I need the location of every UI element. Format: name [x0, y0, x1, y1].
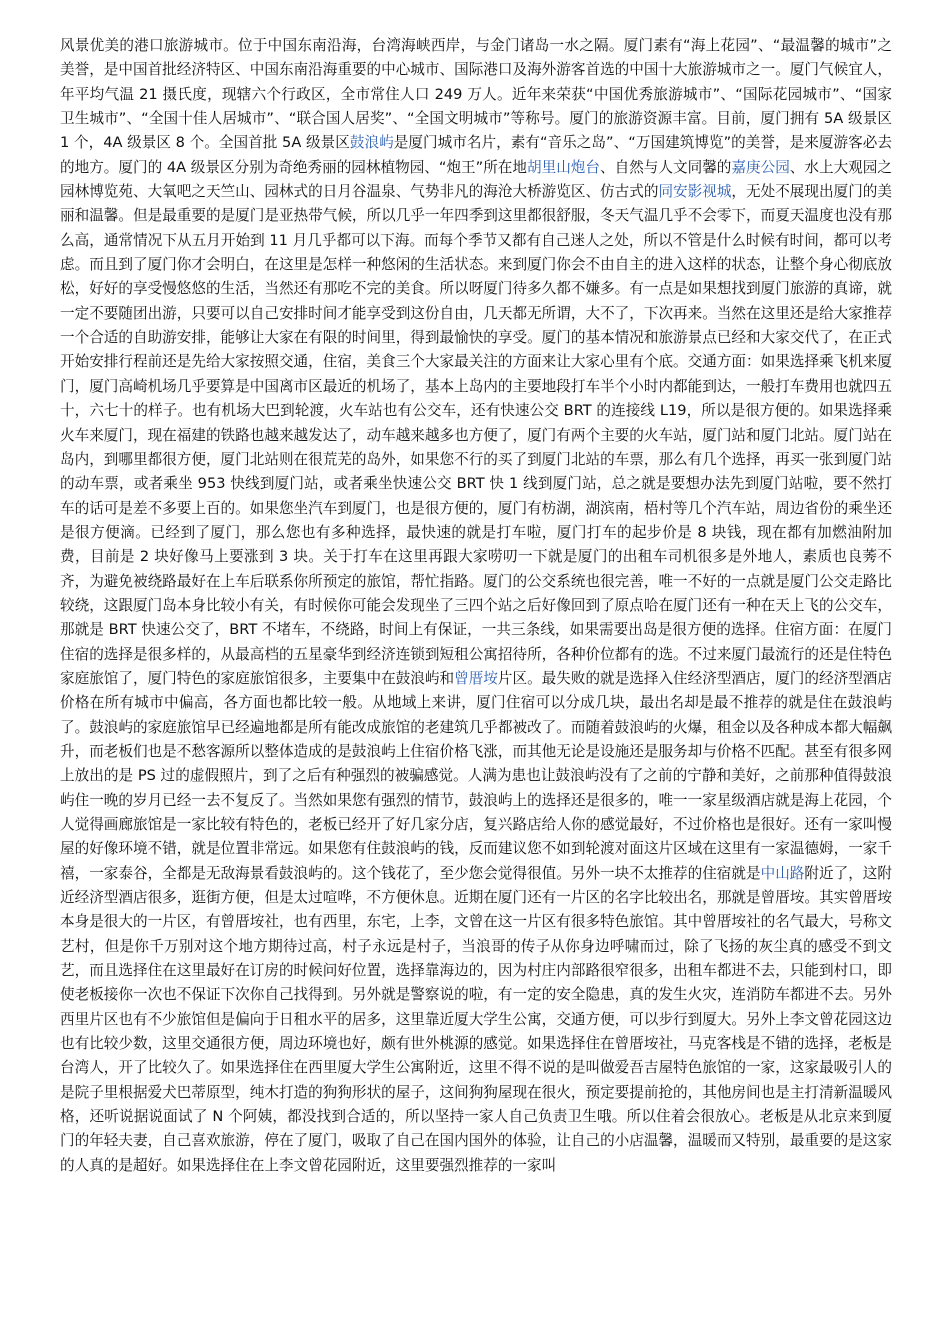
text-segment: ，无处不展现出厦门的美丽和温馨。但是最重要的是厦门是亚热带气候，所以几乎一年四季到这里都很舒服，冬天气温几乎不会零下，而夏天温度也没有那么高，通常情况下从五月开始到 11 月几乎都可以下海。而每个季节又都有自己迷人之处，所以不管是什么时候有时间，都可以考虑。而且到了厦门你才会明白，在这里是怎样一种悠闲的生活状态。来到厦门你会不由自主的进入这样的状态，让整个身心彻底放松，好好的享受慢悠悠的生活，当然还有那吃不完的美食。所以呀厦门待多久都不嫌多。有一点是如果想找到厦门旅游的真谛，就一定不要随团出游，只要可以自己安排时间才能享受到这份自由，几天都无所谓，大不了，下次再来。当然在这里还是给大家推荐一个合适的自助游安排，能够让大家在有限的时间里，得到最愉快的享受。厦门的基本情况和旅游景点已经和大家交代了，在正式开始安排行程前还是先给大家按照交通，住宿，美食三个大家最关注的方面来让大家心里有个底。交通方面：如果选择乘飞机来厦门，厦门高崎机场几乎要算是中国离市区最近的机场了，基本上岛内的主要地段打车半个小时内都能到达，一般打车费用也就四五十，六七十的样子。也有机场大巴到轮渡，火车站也有公交车，还有快速公交 BRT 的连接线 L19，所以是很方便的。如果选择乘火车来厦门，现在福建的铁路也越来越发达了，动车越来越多也方便了，厦门有两个主要的火车站，厦门站和厦门北站。厦门站在岛内，到哪里都很方便，厦门北站则在很荒芜的岛外，如果您不行的买了到厦门北站的车票，那么有几个选择，再买一张到厦门站的动车票，或者乘坐 953 快线到厦门站，或者乘坐快速公交 BRT 快 1 线到厦门站，总之就是要想办法先到厦门站啦，要不然打车的话可是差不多要上百的。如果您坐汽车到厦门，也是很方便的，厦门有枋湖，湖滨南，梧村等几个汽车站，周边省份的乘坐还是很方便滴。已经到了厦门，那么您也有多种选择，最快速的就是打车啦，厦门打车的起步价是 8 块钱，现在都有加燃油附加费，目前是 2 块好像马上要涨到 3 块。关于打车在这里再跟大家唠叨一下就是厦门的出租车司机很多是外地人，素质也良莠不齐，为避免被绕路最好在上车后联系你所预定的旅馆，帮忙指路。厦门的公交系统也很完善，唯一不好的一点就是厦门公交走路比较绕，这跟厦门岛本身比较小有关，有时候你可能会发现坐了三四个站之后好像回到了原点哈在厦门还有一种在天上飞的公交车，那就是 BRT 快速公交了，BRT 不堵车，不绕路，时间上有保证，一共三条线，如果需要出岛是很方便的选择。住宿方面：在厦门住宿的选择是很多样的，从最高档的五星豪华到经济连锁到短租公寓招待所，各种价位都有的选。不过来厦门最流行的还是住特色家庭旅馆了，厦门特色的家庭旅馆很多，主要集中在鼓浪屿和: [60, 183, 892, 687]
text-segment: 是厦门城市名片，素有“音乐之岛”、“万国建筑博览”的美誉，是来厦游客必去的地方。厦门的 4A 级景区分别为奇绝秀丽的园林植物园、“炮王”所在地: [60, 134, 892, 176]
text-segment: 片区。最失败的就是选择入住经济型酒店，厦门的经济型酒店价格在所有城市中偏高，各方面也都比较一般。从地域上来讲，厦门住宿可以分成几块，最出名却是最不推荐的就是住在鼓浪屿了。鼓浪屿的家庭旅馆早已经遍地都是所有能改成旅馆的老建筑几乎都被改了。而随着鼓浪屿的火爆，租金以及各种成本都大幅飙升，而老板们也是不愁客源所以整体造成的是鼓浪屿上住宿价格飞涨，而其他无论是设施还是服务却与价格不匹配。甚至有很多网上放出的是 PS 过的虚假照片，到了之后有种强烈的被骗感觉。人满为患也让鼓浪屿没有了之前的宁静和美好，之前那种值得鼓浪屿住一晚的岁月已经一去不复反了。当然如果您有强烈的情节，鼓浪屿上的选择还是很多的，唯一一家星级酒店就是海上花园，个人觉得画廊旅馆是一家比较有特色的，老板已经开了好几家分店，复兴路店给人你的感觉最好，不过价格也是很好。还有一家叫慢屋的好像环境不错，就是位置非常远。如果您有住鼓浪屿的钱，反而建议您不如到轮渡对面这片区域在这里有一家温德姆，一家千禧，一家泰谷，全都是无敌海景看鼓浪屿的。这个钱花了，至少您会觉得很值。另外一块不太推荐的住宿就是: [60, 669, 892, 882]
link-tongan-film-city[interactable]: 同安影视城: [658, 183, 732, 201]
article-body: [60, 34, 892, 1178]
link-zengcuoan[interactable]: 曾厝垵: [454, 669, 498, 687]
link-gulangyu[interactable]: 鼓浪屿: [349, 134, 394, 152]
link-zhongshan-road[interactable]: 中山路: [760, 864, 805, 882]
text-segment: 、自然与人文同馨的: [600, 158, 732, 176]
text-segment: 风景优美的港口旅游城市。位于中国东南沿海，台湾海峡西岸，与金门诸岛一水之隔。厦门素有“海上花园”、“最温馨的城市”之美誉，是中国首批经济特区、中国东南沿海重要的中心城市、国际港口及海外游客首选的中国十大旅游城市之一。厦门气候宜人，年平均气温 21 摄氏度，现辖六个行政区，全市常住人口 249 万人。近年来荣获“中国优秀旅游城市”、“国际花园城市”、“国家卫生城市”、“全国十佳人居城市”、“联合国人居奖”、“全国文明城市”等称号。厦门的旅游资源丰富。目前，厦门拥有 5A 级景区 1 个，4A 级景区 8 个。全国首批 5A 级景区: [60, 37, 892, 152]
text-segment: 附近了，这附近经济型酒店很多，逛街方便，但是太过喧哗，不方便休息。近期在厦门还有一片区的名字比较出名，那就是曾厝垵。其实曾厝垵本身是很大的一片区，有曾厝垵社，也有西里，东宅，上李，文曾在这一片区有很多特色旅馆。其中曾厝垵社的名气最大，号称文艺村，但是你千万别对这个地方期待过高，村子永远是村子，当浪哥的传子从你身边呼啸而过，除了飞扬的灰尘真的感受不到文艺，而且选择住在这里最好在订房的时候问好位置，选择靠海边的，因为村庄内部路很窄很多，出租车都进不去，只能到村口，即使老板接你一次也不保证下次你自己找得到。另外就是警察说的啦，有一定的安全隐患，真的发生火灾，连消防车都进不去。另外西里片区也有不少旅馆但是偏向于日租水平的居多，这里靠近厦大学生公寓，交通方便，可以步行到厦大。另外上李文曾花园这边也有比较少数，这里交通很方便，周边环境也好，颇有世外桃源的感觉。如果选择住在曾厝垵社，马克客栈是不错的选择，老板是台湾人，开了比较久了。如果选择住在西里厦大学生公寓附近，这里不得不说的是叫做爱吾吉屋特色旅馆的一家，这家最吸引人的是院子里根据爱犬巴蒂原型，纯木打造的狗狗形状的屋子，这间狗狗屋现在很火，预定要提前抢的，其他房间也是主打清新温暖风格，还听说据说面试了 N 个阿姨，都没找到合适的，所以坚持一家人自己负责卫生哦。所以住着会很放心。老板是从北京来到厦门的年轻夫妻，自己喜欢旅游，停在了厦门，吸取了自己在国内国外的体验，让自己的小店温馨，温暖而又特别，最重要的是这家的人真的是超好。如果选择住在上李文曾花园附近，这里要强烈推荐的一家叫: [60, 864, 892, 1174]
text-segment: 、水上大观园之园林博览苑、大氧吧之天竺山、园林式的日月谷温泉、气势非凡的海沧大桥游览区、仿古式的: [60, 158, 892, 201]
link-jiageng-park[interactable]: 嘉庚公园: [731, 158, 790, 176]
link-hulishan-fort[interactable]: 胡里山炮台: [527, 158, 601, 176]
